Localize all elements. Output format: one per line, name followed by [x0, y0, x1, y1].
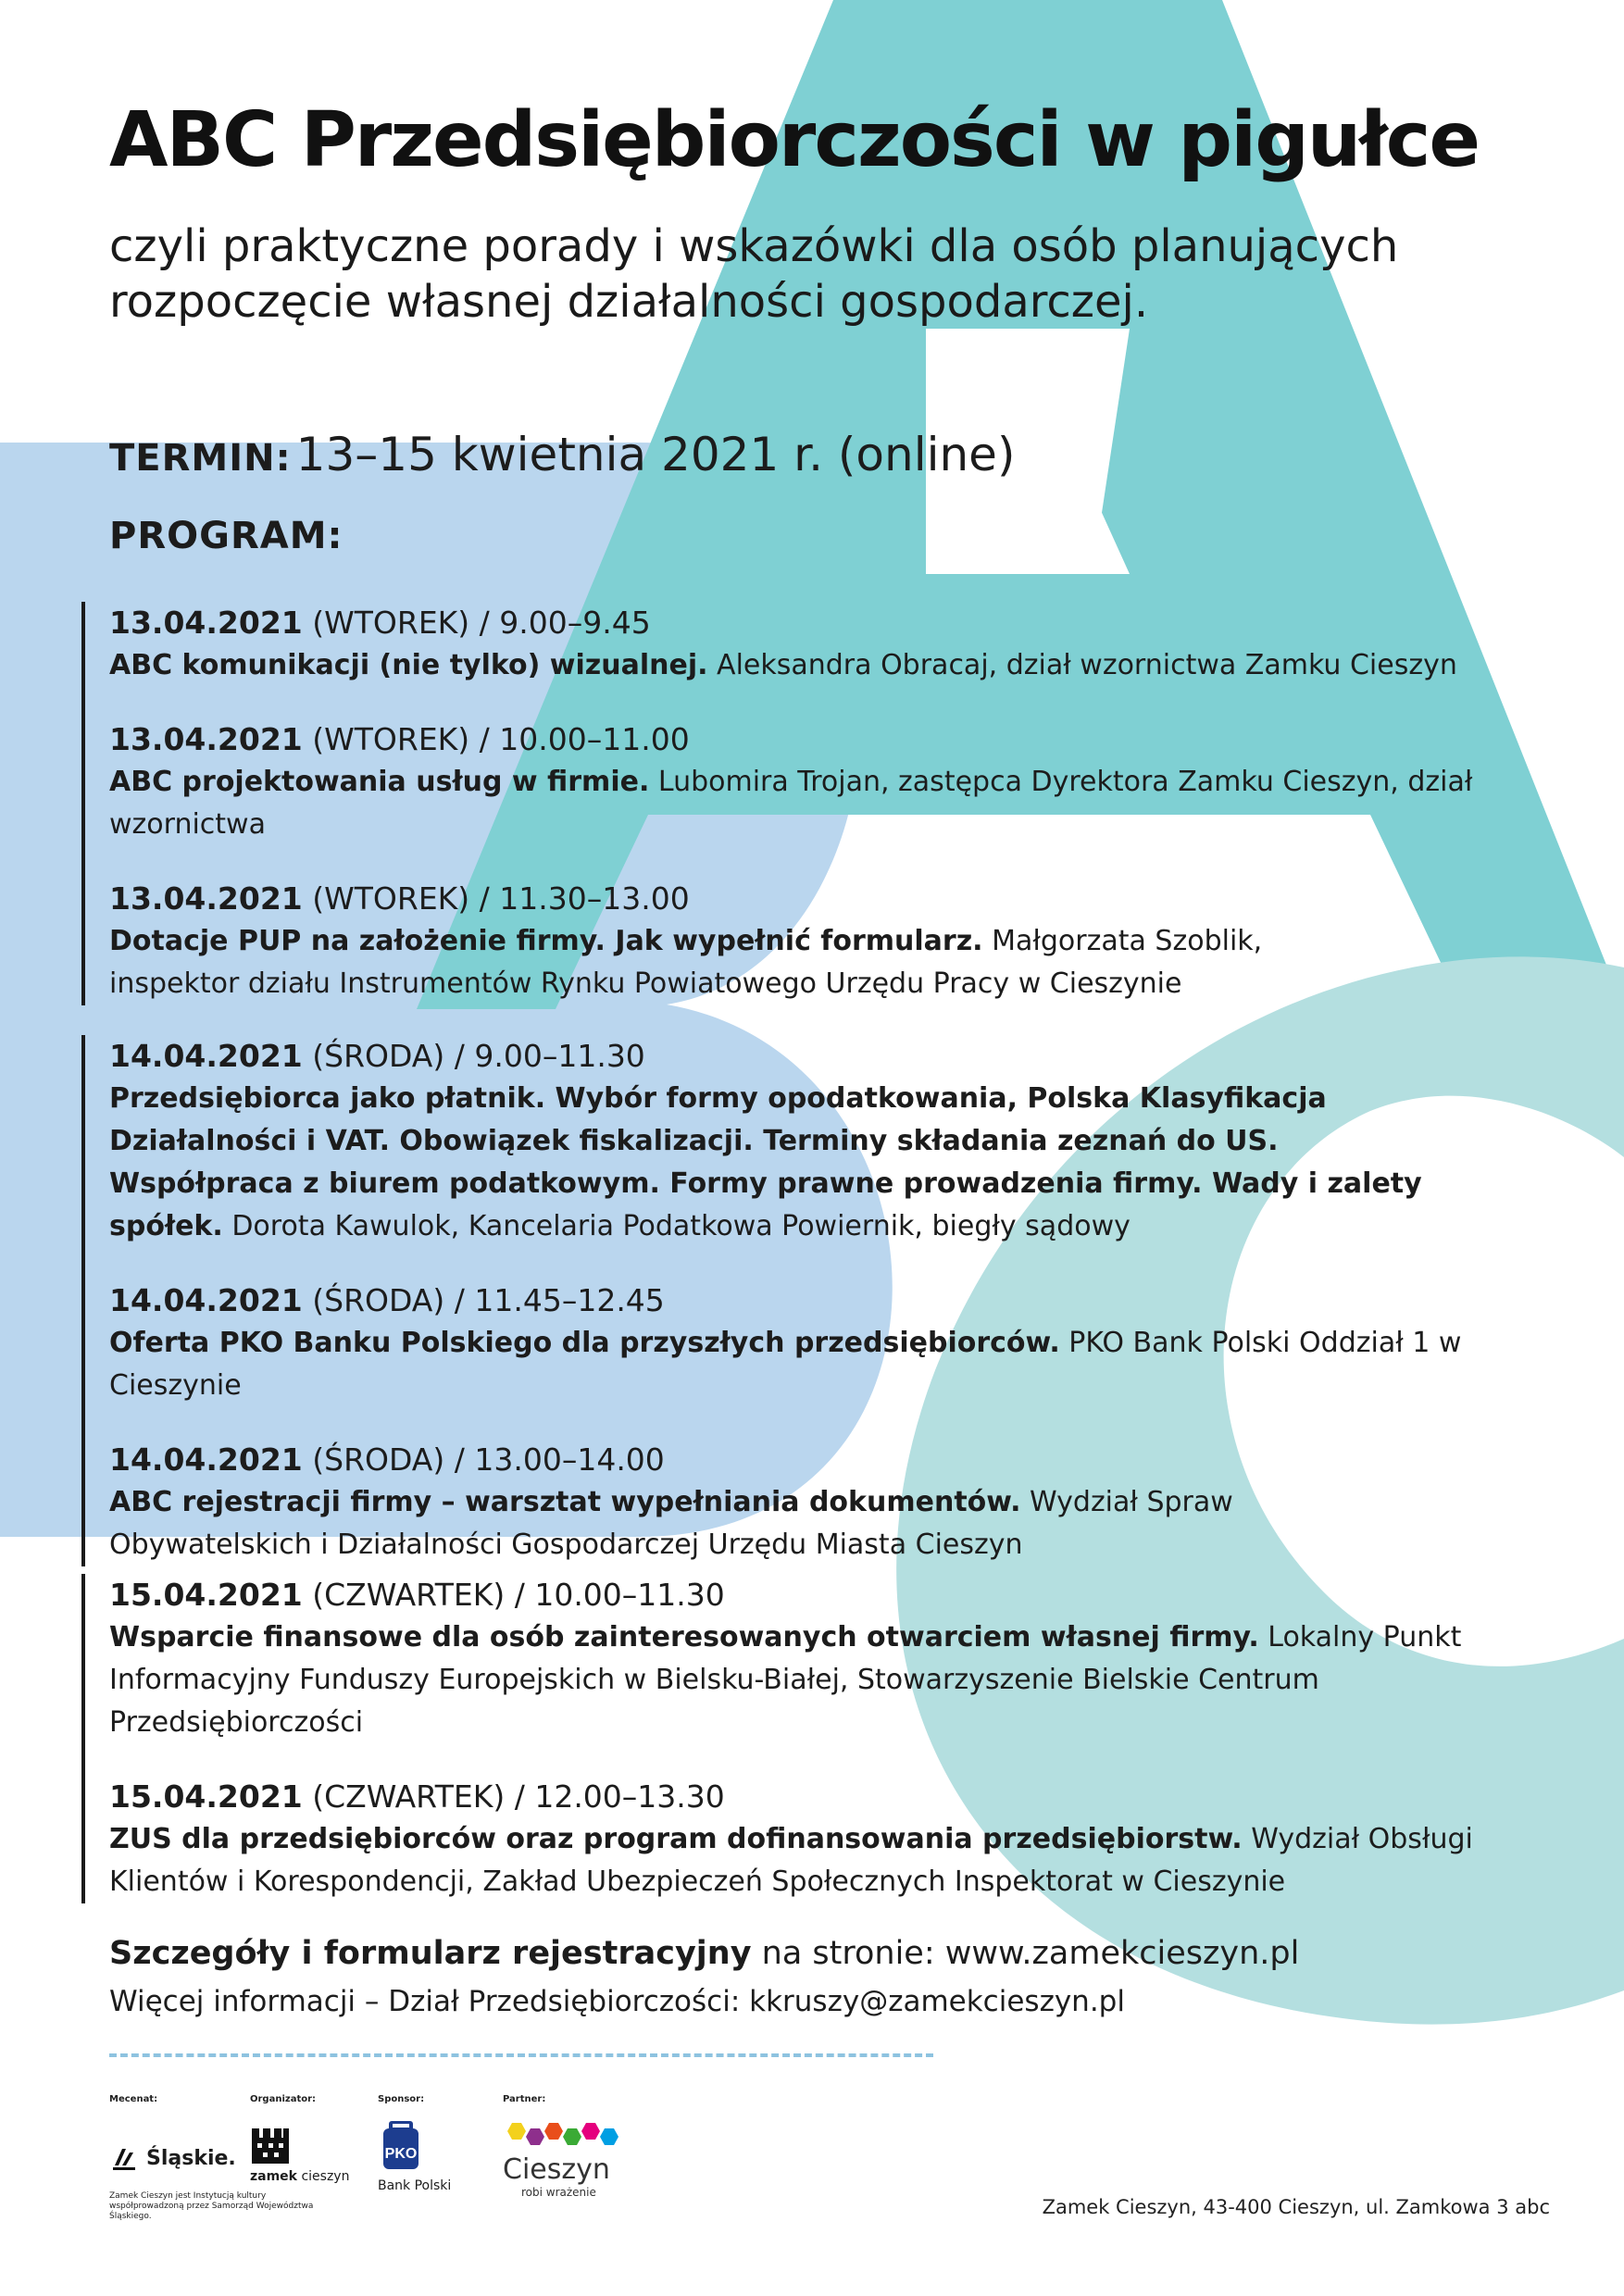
item-topic: Przedsiębiorca jako płatnik. Wybór formy opodatkowania, Polska Klasyfikacja Działalności i VAT. Obowiązek fiskalizacji. Terminy składania zeznań do US. Współpraca z biurem podatkowym. Formy prawne prowadzenia firmy. Wady i zalety spółek. [109, 1082, 1422, 1242]
item-date: 13.04.2021 [109, 605, 303, 641]
organizator-label: Organizator: [250, 2094, 317, 2104]
program-item [109, 1439, 1498, 1566]
pko-logo [378, 2119, 480, 2193]
termin [109, 428, 1015, 481]
sponsor-name: Bank Polski [378, 2178, 452, 2193]
item-date: 14.04.2021 [109, 1282, 303, 1318]
program-item [109, 718, 1498, 846]
subtitle [109, 218, 1554, 330]
item-date-time [109, 1439, 1498, 1481]
item-date: 15.04.2021 [109, 1778, 303, 1815]
item-time: (WTOREK) / 10.00–11.00 [302, 721, 690, 757]
item-description [109, 1616, 1498, 1744]
item-topic: ABC komunikacji (nie tylko) wizualnej. [109, 649, 708, 681]
item-description [109, 920, 1350, 1005]
mecenat-note: Zamek Cieszyn jest Instytucją kultury współprowadzoną przez Samorząd Województwa Śląskiego. [109, 2191, 314, 2221]
item-topic: Wsparcie finansowe dla osób zainteresowanych otwarciem własnej firmy. [109, 1621, 1259, 1653]
sponsor-label: Sponsor: [378, 2094, 425, 2104]
subtitle-line-1: czyli praktyczne porady i wskazówki dla osób planujących [109, 220, 1399, 272]
address: Zamek Cieszyn, 43-400 Cieszyn, ul. Zamkowa 3 abc [1042, 2196, 1550, 2218]
registration-info [109, 1931, 1299, 1976]
dashed-divider [109, 2053, 933, 2057]
item-date: 14.04.2021 [109, 1038, 303, 1074]
pko-piggy-bank-icon [378, 2119, 424, 2171]
zamek-logo [250, 2125, 361, 2184]
program-item [109, 878, 1498, 1005]
termin-value: 13–15 kwietnia 2021 r. (online) [295, 428, 1016, 481]
item-topic: Oferta PKO Banku Polskiego dla przyszłych przedsiębiorców. [109, 1327, 1060, 1359]
program-group-day-3 [81, 1574, 1498, 1903]
cieszyn-logo [503, 2119, 632, 2199]
item-date-time [109, 1574, 1498, 1616]
item-date: 14.04.2021 [109, 1441, 303, 1478]
logo-organizator [250, 2094, 361, 2184]
item-time: (WTOREK) / 9.00–9.45 [302, 605, 651, 641]
page-title: ABC Przedsiębiorczości w pigułce [109, 96, 1479, 184]
item-date-time [109, 602, 1498, 644]
item-description [109, 644, 1498, 687]
item-speaker: Dorota Kawulok, Kancelaria Podatkowa Powiernik, biegły sądowy [222, 1210, 1131, 1242]
item-time: (ŚRODA) / 11.45–12.45 [302, 1282, 665, 1318]
item-description [109, 1322, 1498, 1407]
item-topic: ZUS dla przedsiębiorców oraz program dofinansowania przedsiębiorstw. [109, 1823, 1243, 1855]
slaskie-icon [109, 2143, 139, 2173]
partner-label: Partner: [503, 2094, 546, 2104]
zamek-name [250, 2169, 361, 2184]
castle-icon [250, 2125, 291, 2165]
item-speaker: Wydział Spraw Obywatelskich i Działalności Gospodarczej Urzędu Miasta Cieszyn [109, 1486, 1233, 1561]
item-date-time [109, 1035, 1498, 1078]
zamek-name-bold: zamek [250, 2169, 297, 2184]
mecenat-label: Mecenat: [109, 2094, 158, 2104]
partner-name: Cieszyn [503, 2153, 610, 2186]
partner-tagline: robi wrażenie [521, 2186, 596, 2199]
program-item [109, 1776, 1498, 1903]
item-date-time [109, 718, 1498, 761]
item-time: (ŚRODA) / 9.00–11.30 [302, 1038, 645, 1074]
program-item [109, 1574, 1498, 1744]
registration-link[interactable]: na stronie: www.zamekcieszyn.pl [751, 1935, 1300, 1972]
logo-sponsor [378, 2094, 480, 2193]
item-date: 13.04.2021 [109, 880, 303, 917]
item-date-time [109, 1279, 1498, 1322]
program-item [109, 602, 1498, 687]
subtitle-line-2: rozpoczęcie własnej działalności gospodarczej. [109, 276, 1149, 328]
item-topic: ABC projektowania usług w firmie. [109, 766, 650, 798]
cieszyn-hexagons-icon [503, 2119, 621, 2151]
item-description [109, 1818, 1498, 1903]
item-topic: ABC rejestracji firmy – warsztat wypełniania dokumentów. [109, 1486, 1021, 1518]
program-group-day-1 [81, 602, 1498, 1005]
item-time: (ŚRODA) / 13.00–14.00 [302, 1441, 665, 1478]
slaskie-name: Śląskie. [146, 2146, 236, 2170]
item-speaker: PKO Bank Polski Oddział 1 w Cieszynie [109, 1327, 1462, 1402]
item-date-time [109, 878, 1498, 920]
termin-label: TERMIN: [109, 437, 292, 480]
item-speaker: Aleksandra Obracaj, dział wzornictwa Zamku Cieszyn [707, 649, 1457, 681]
item-time: (WTOREK) / 11.30–13.00 [302, 880, 690, 917]
item-speaker: Wydział Obsługi Klientów i Korespondencji, Zakład Ubezpieczeń Społecznych Inspektorat w Cieszynie [109, 1823, 1473, 1898]
item-description [109, 1481, 1350, 1566]
item-description [109, 1078, 1424, 1248]
item-time: (CZWARTEK) / 10.00–11.30 [302, 1577, 725, 1613]
item-date: 13.04.2021 [109, 721, 303, 757]
item-date: 15.04.2021 [109, 1577, 303, 1613]
registration-label: Szczegóły i formularz rejestracyjny [109, 1935, 752, 1972]
zamek-name-rest: cieszyn [297, 2169, 350, 2184]
program-label: PROGRAM: [109, 515, 344, 557]
item-topic: Dotacje PUP na założenie firmy. Jak wypełnić formularz. [109, 925, 983, 957]
item-speaker: Lubomira Trojan, zastępca Dyrektora Zamku Cieszyn, dział wzornictwa [109, 766, 1473, 841]
item-speaker: Lokalny Punkt Informacyjny Funduszy Europejskich w Bielsku-Białej, Stowarzyszenie Bielskie Centrum Przedsiębiorczości [109, 1621, 1462, 1739]
program-item [109, 1035, 1498, 1248]
item-date-time [109, 1776, 1498, 1818]
item-speaker: Małgorzata Szoblik, inspektor działu Instrumentów Rynku Powiatowego Urzędu Pracy w Cieszynie [109, 925, 1263, 1000]
item-time: (CZWARTEK) / 12.00–13.30 [302, 1778, 725, 1815]
svg-text:PKO: PKO [384, 2146, 418, 2162]
program-item [109, 1279, 1498, 1407]
program-group-day-2 [81, 1035, 1498, 1566]
logo-partner [503, 2094, 632, 2199]
item-description [109, 761, 1498, 846]
contact-info[interactable]: Więcej informacji – Dział Przedsiębiorczości: kkruszy@zamekcieszyn.pl [109, 1985, 1125, 2018]
